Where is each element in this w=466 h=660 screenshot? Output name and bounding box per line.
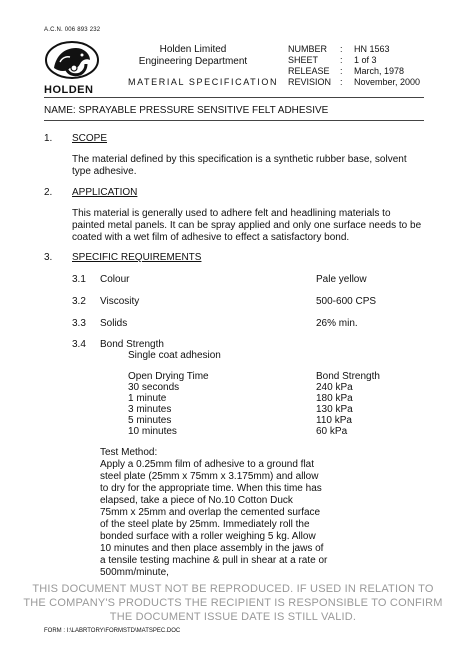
test-method-line: a tensile testing machine & pull in shear at a rate or	[100, 555, 328, 566]
bond-row-time: 3 minutes	[128, 404, 172, 415]
test-method-title: Test Method:	[100, 447, 158, 458]
section-number: 3.	[44, 252, 53, 263]
bond-row-strength: 180 kPa	[316, 393, 353, 404]
req-label: Colour	[100, 274, 130, 285]
meta-key: NUMBER	[288, 44, 328, 54]
holden-lion-logo-icon	[40, 38, 104, 86]
form-reference: FORM : I:\LABRTORY\FORMSTD\MATSPEC.DOC	[44, 628, 181, 634]
test-method-line: steel plate (25mm x 75mm x 3.175mm) and allow	[100, 471, 319, 482]
test-method	[100, 447, 330, 579]
meta-key: REVISION	[288, 77, 332, 87]
section-title-requirements: SPECIFIC REQUIREMENTS	[72, 252, 202, 263]
acn-number: A.C.N. 006 893 232	[44, 27, 101, 33]
bond-column-header-strength: Bond Strength	[316, 371, 380, 382]
meta-value: March, 1978	[354, 66, 405, 76]
req-value: 26% min.	[316, 318, 358, 329]
req-label: Bond Strength	[100, 339, 164, 350]
bond-row-strength: 130 kPa	[316, 404, 353, 415]
company-name	[128, 44, 258, 68]
bond-row-time: 30 seconds	[128, 382, 180, 393]
bond-row-strength: 60 kPa	[316, 426, 348, 437]
test-method-line: 75mm x 25mm and overlap the cemented surface	[100, 507, 321, 518]
meta-sep: :	[340, 55, 343, 65]
section-number: 1.	[44, 133, 53, 144]
meta-value: HN 1563	[354, 44, 390, 54]
test-method-line: bonded surface with a roller weighing 5 kg. Allow	[100, 531, 316, 542]
meta-row-number	[288, 44, 420, 55]
bond-row-strength: 110 kPa	[316, 415, 352, 426]
section-title-scope: SCOPE	[72, 133, 108, 144]
meta-value: 1 of 3	[354, 55, 377, 65]
notice-line: THIS DOCUMENT MUST NOT BE REPRODUCED. IF USED IN RELATION TO	[32, 583, 434, 595]
meta-row-sheet	[288, 55, 420, 66]
notice-line: THE COMPANY'S PRODUCTS THE RECIPIENT IS RESPONSIBLE TO CONFIRM	[23, 597, 443, 609]
bond-row-time: 5 minutes	[128, 415, 172, 426]
header-divider	[44, 97, 424, 98]
meta-sep: :	[340, 66, 343, 76]
company-line-2: Engineering Department	[138, 56, 248, 67]
material-name: NAME: SPRAYABLE PRESSURE SENSITIVE FELT ADHESIVE	[44, 105, 329, 116]
req-label: Solids	[100, 318, 128, 329]
notice-line: THE DOCUMENT ISSUE DATE IS STILL VALID.	[109, 611, 357, 623]
meta-row-revision	[288, 77, 420, 88]
test-method-line: to dry for the appropriate time. When this time has	[100, 483, 322, 494]
scope-text: The material defined by this specification is a synthetic rubber base, solvent type adhesive.	[72, 154, 407, 177]
brand-wordmark: HOLDEN	[44, 84, 94, 96]
test-method-line: Apply a 0.25mm film of adhesive to a ground flat	[100, 459, 315, 470]
test-method-line: 10 minutes and then place assembly in the jaws of	[100, 543, 324, 554]
document-meta	[288, 44, 420, 88]
meta-sep: :	[340, 44, 343, 54]
section-number: 2.	[44, 187, 53, 198]
meta-value: November, 2000	[354, 77, 421, 87]
test-method-line: 500mm/minute,	[100, 567, 169, 578]
req-value: Pale yellow	[316, 274, 367, 285]
test-method-line: elapsed, take a piece of No.10 Cotton Duck	[100, 495, 293, 506]
bond-row-strength: 240 kPa	[316, 382, 353, 393]
req-label: Viscosity	[100, 296, 140, 307]
bond-subtitle: Single coat adhesion	[128, 350, 221, 361]
name-divider	[44, 120, 424, 121]
req-value: 500-600 CPS	[316, 296, 377, 307]
company-line-1: Holden Limited	[159, 44, 227, 55]
req-number: 3.1	[72, 274, 86, 285]
req-number: 3.4	[72, 339, 86, 350]
meta-key: RELEASE	[288, 66, 330, 76]
meta-row-release	[288, 66, 420, 77]
meta-sep: :	[340, 77, 343, 87]
application-text: This material is generally used to adhere felt and headlining materials to painted metal panels. It can be spray applied and only one surface needs to be coated with a wet film of adhesive to effect a satisfactory bond.	[72, 208, 422, 243]
meta-key: SHEET	[288, 55, 319, 65]
bond-row-time: 10 minutes	[128, 426, 177, 437]
bond-row-time: 1 minute	[128, 393, 167, 404]
req-number: 3.3	[72, 318, 86, 329]
document-type: MATERIAL SPECIFICATION	[128, 77, 279, 87]
bond-column-header-time: Open Drying Time	[128, 371, 209, 382]
reproduction-notice	[20, 582, 446, 624]
test-method-line: of the steel plate by 25mm. Immediately roll the	[100, 519, 310, 530]
req-number: 3.2	[72, 296, 86, 307]
section-title-application: APPLICATION	[72, 187, 138, 198]
